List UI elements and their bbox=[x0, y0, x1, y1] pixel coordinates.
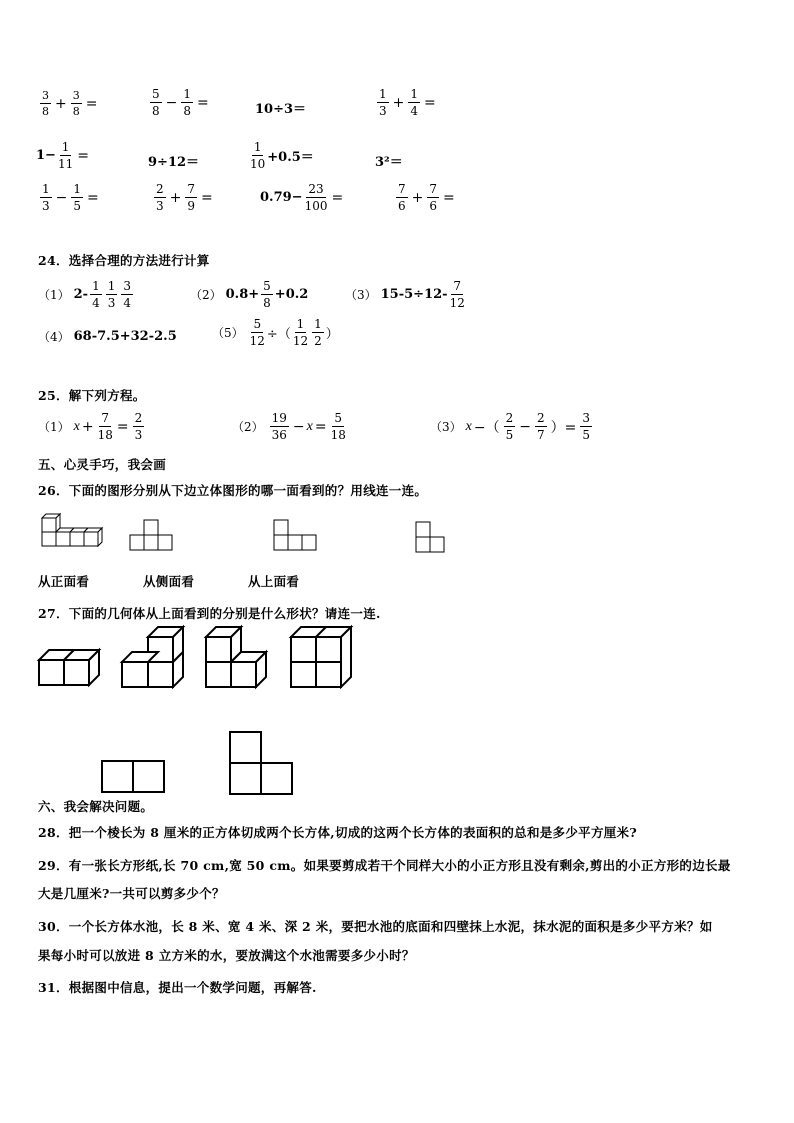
q28-text: 28．把一个棱长为 8 厘米的正方体切成两个长方体,切成的这两个长方体的表面积的总和是多少平方厘米? bbox=[38, 825, 637, 840]
q24-title: 24．选择合理的方法进行计算 bbox=[38, 253, 210, 268]
q25-eq2: （2） $\frac{19}{36}$ − x = $\frac{5}{18}$ bbox=[232, 411, 346, 442]
q27-solid-1 bbox=[38, 640, 102, 690]
q30-line1: 30．一个长方体水池，长 8 米、宽 4 米、深 2 米，要把水池的底面和四壁抹上水泥，抹水泥的面积是多少平方米？如 bbox=[38, 919, 713, 934]
q27-top-view-b bbox=[228, 730, 296, 796]
calc-3-2: $\frac{2}{3}$ + $\frac{7}{9}$ = bbox=[156, 182, 213, 213]
q24-part1: （1） 2- $\frac{1}{4}$ $\frac{1}{3}$ $\frac{3}{4}$ bbox=[38, 279, 132, 310]
q26-view-a bbox=[128, 518, 176, 552]
q26-view-b bbox=[272, 518, 320, 552]
q27-title: 27．下面的几何体从上面看到的分别是什么形状？请连一连. bbox=[38, 606, 381, 621]
calc-2-3: $\frac{1}{10}$ +0.5＝ bbox=[250, 140, 314, 171]
section-5-title: 五、心灵手巧，我会画 bbox=[38, 457, 167, 472]
calc-2-4: 3²＝ bbox=[375, 155, 403, 170]
q30-line2: 果每小时可以放进 8 立方米的水，要放满这个水池需要多少小时？ bbox=[38, 948, 415, 963]
calc-1-1: $\frac{3}{8}$ + $\frac{3}{8}$ = bbox=[42, 89, 98, 118]
calc-1-3: 10÷3＝ bbox=[255, 102, 307, 117]
q27-solid-4 bbox=[289, 626, 353, 690]
q24-part5: （5） $\frac{5}{12}$ ÷（ $\frac{1}{12}$ $\frac{1}{2}$ ） bbox=[212, 317, 339, 348]
q29-line2: 大是几厘米?一共可以剪多少个？ bbox=[38, 886, 225, 901]
calc-1-2: $\frac{5}{8}$ − $\frac{1}{8}$ = bbox=[152, 87, 209, 118]
q26-solid-figure bbox=[36, 512, 102, 554]
section-6-title: 六、我会解决问题。 bbox=[38, 799, 154, 814]
q27-solid-3 bbox=[204, 626, 268, 690]
q26-view-label-top: 从上面看 bbox=[248, 574, 300, 589]
q26-view-c bbox=[414, 520, 448, 558]
q24-part2: （2） 0.8+ $\frac{5}{8}$ +0.2 bbox=[190, 279, 309, 310]
q27-solid-2 bbox=[121, 626, 185, 690]
calc-2-2: 9÷12＝ bbox=[148, 155, 200, 170]
q25-title: 25．解下列方程。 bbox=[38, 388, 146, 403]
calc-3-1: $\frac{1}{3}$ − $\frac{1}{5}$ = bbox=[42, 182, 99, 213]
q29-line1: 29．有一张长方形纸,长 70 cm,宽 50 cm。如果要剪成若干个同样大小的小正方形且没有剩余,剪出的小正方形的边长最 bbox=[38, 858, 731, 873]
q26-view-label-side: 从侧面看 bbox=[143, 574, 195, 589]
calc-1-4: $\frac{1}{3}$ + $\frac{1}{4}$ = bbox=[379, 87, 436, 118]
calc-2-1: 1− $\frac{1}{11}$ = bbox=[36, 140, 89, 171]
q31-text: 31．根据图中信息，提出一个数学问题，再解答. bbox=[38, 980, 317, 995]
q26-view-label-front: 从正面看 bbox=[38, 574, 90, 589]
q24-part3: （3） 15-5÷12- $\frac{7}{12}$ bbox=[345, 279, 465, 310]
q26-title: 26．下面的图形分别从下边立体图形的哪一面看到的？用线连一连。 bbox=[38, 483, 428, 498]
q25-eq3: （3） x −（ $\frac{2}{5}$ − $\frac{2}{7}$ ）= $\frac{3}{5}$ bbox=[430, 411, 590, 442]
q27-top-view-a bbox=[100, 759, 168, 795]
q24-part4: （4） 68-7.5+32-2.5 bbox=[38, 329, 177, 344]
calc-3-3: 0.79− $\frac{23}{100}$ = bbox=[260, 182, 344, 213]
q25-eq1: （1） x + $\frac{7}{18}$ = $\frac{2}{3}$ bbox=[38, 411, 143, 442]
calc-3-4: $\frac{7}{6}$ + $\frac{7}{6}$ = bbox=[398, 182, 455, 213]
